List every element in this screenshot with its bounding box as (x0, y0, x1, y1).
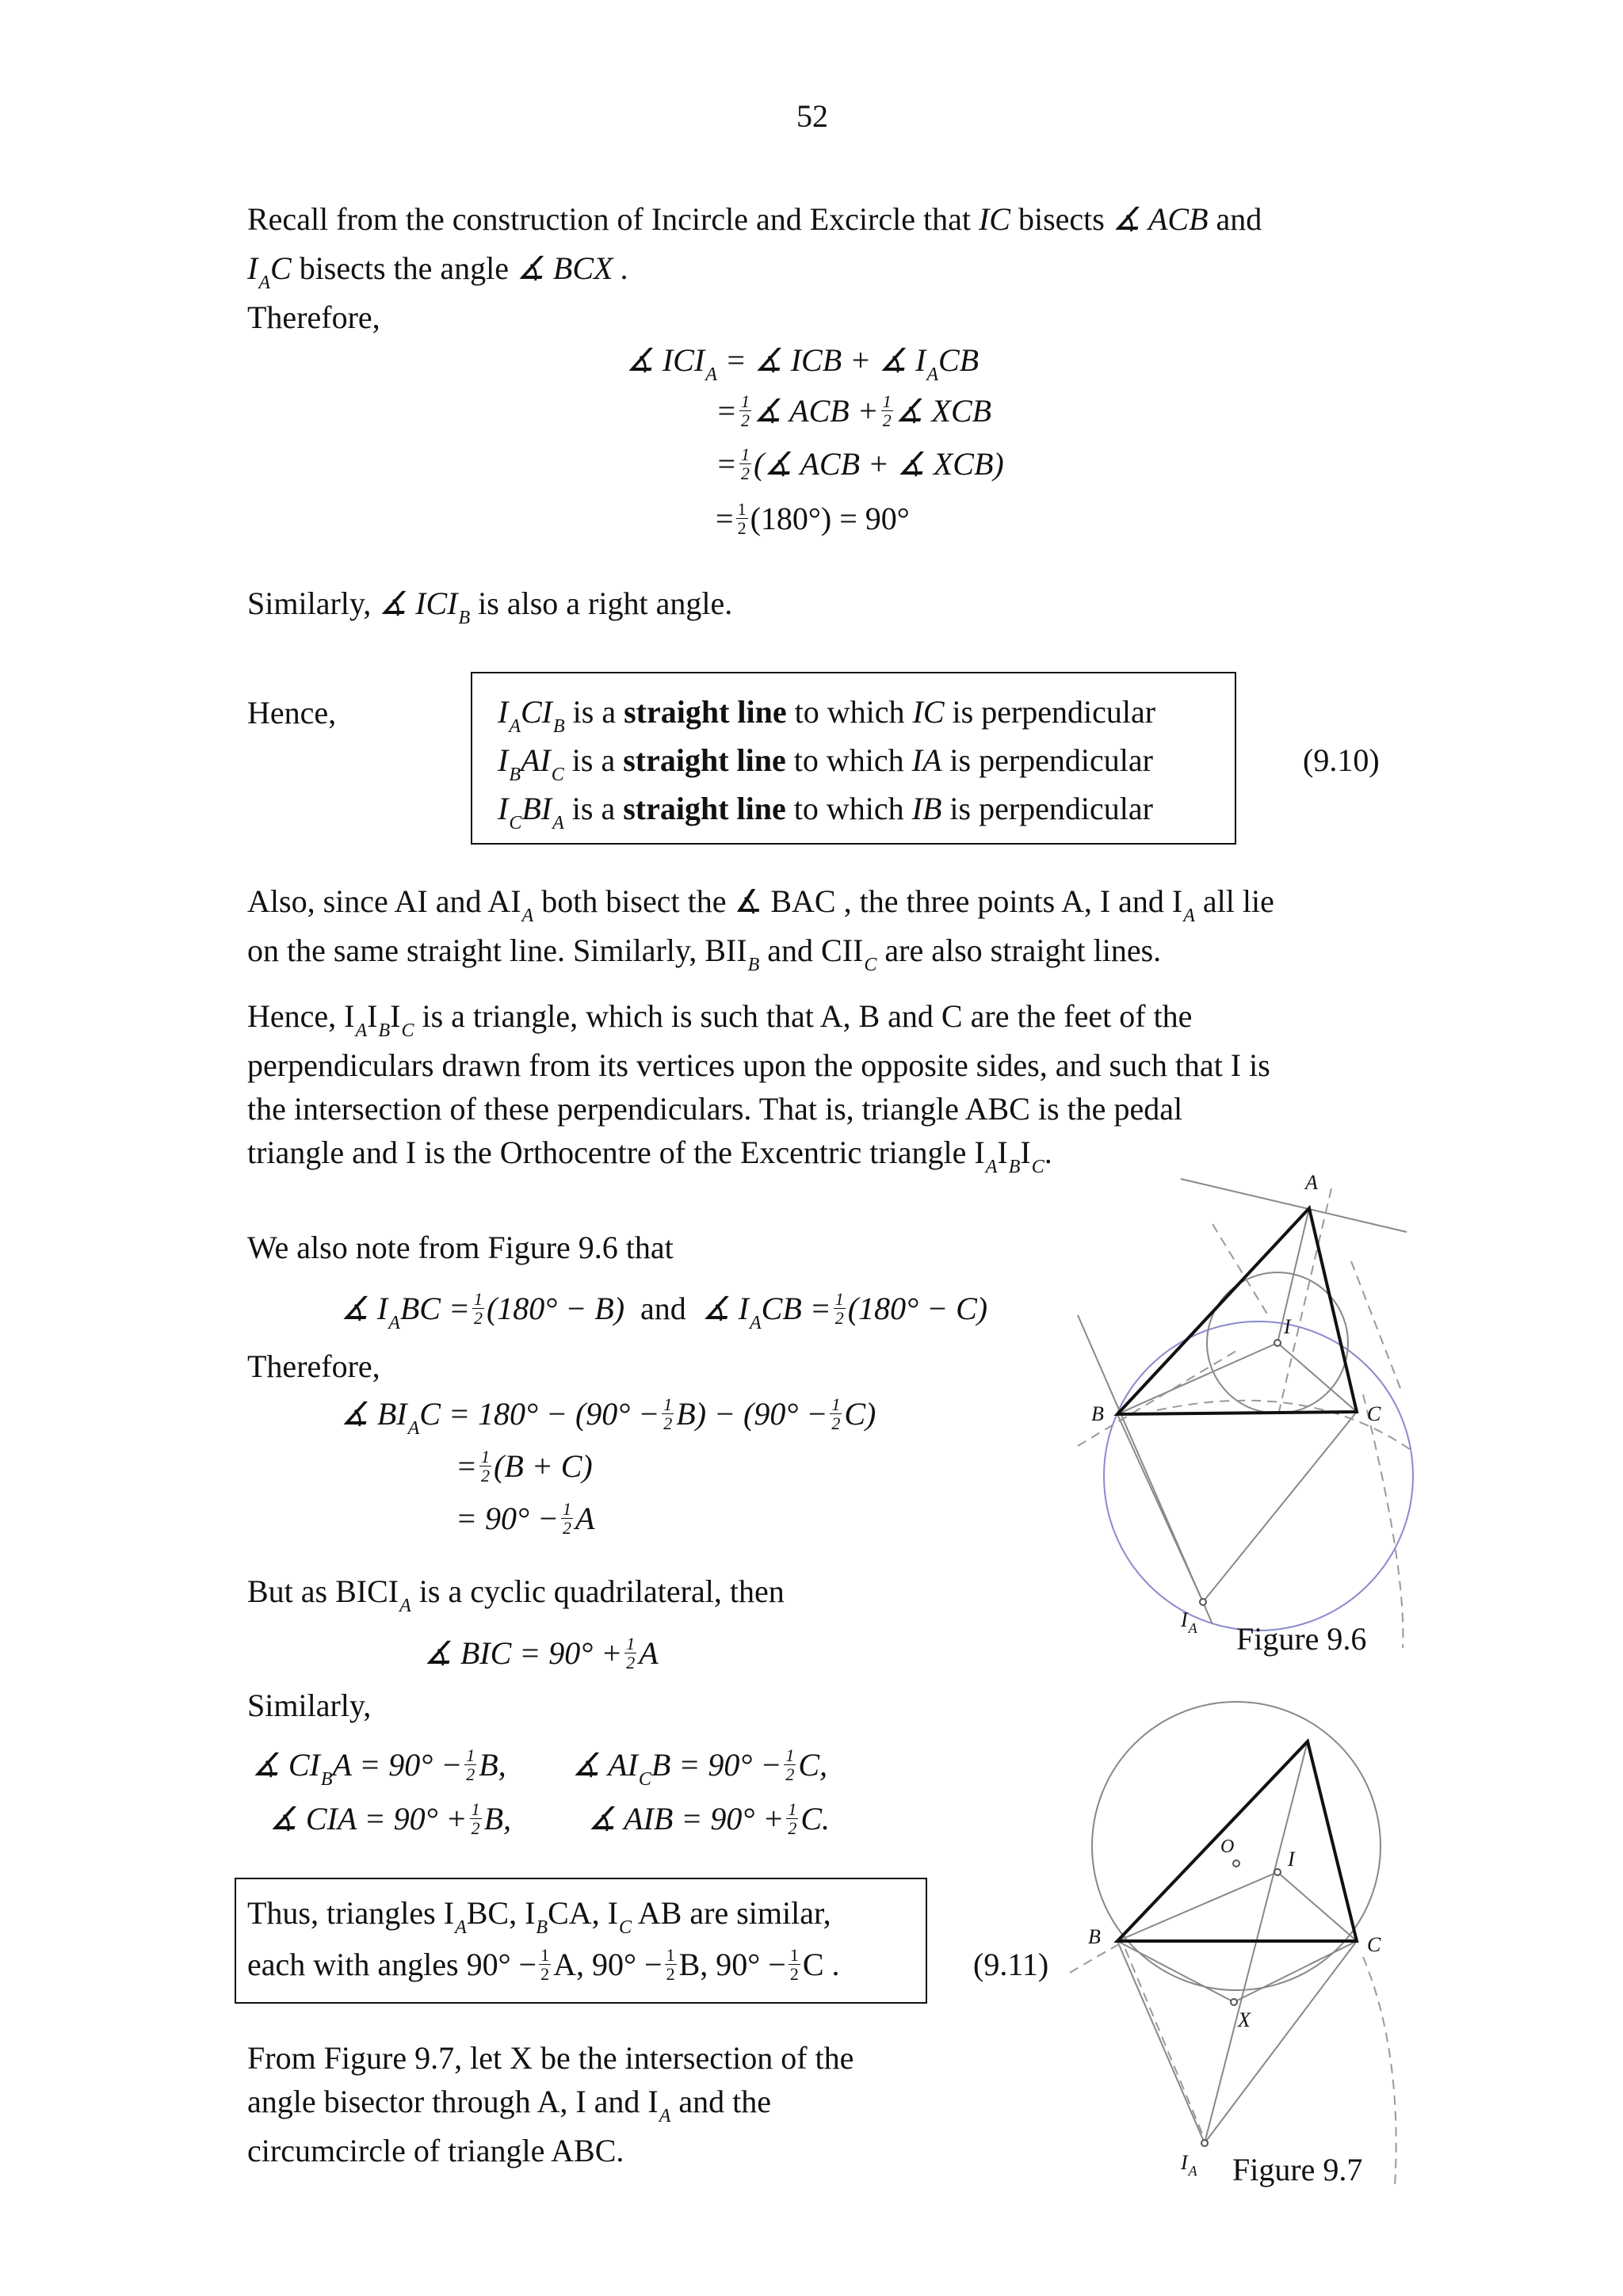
fig97-label-x: X (1238, 2008, 1251, 2031)
fig96-label-ia: $I_A$ (1181, 1608, 1197, 1636)
incircle (1207, 1272, 1348, 1413)
half-fraction: $\frac{1}{2}$ (741, 444, 750, 484)
bisector-a-ia (1205, 1741, 1308, 2143)
similarly1-c: is also a right angle. (478, 585, 733, 621)
dashed-line (1078, 1351, 1236, 1446)
eq1-line2 (716, 391, 991, 433)
fig96-label-i: I (1284, 1315, 1291, 1338)
line-b-i (1117, 1343, 1277, 1414)
para1-text-c: bisects the angle (299, 250, 510, 286)
para5-line1: From Figure 9.7, let X be the intersection of the (247, 2040, 854, 2076)
line-c-ia (1205, 1941, 1357, 2143)
para3-line4: triangle and I is the Orthocentre of the Excentric triangle $I_AI_BI_C$. (247, 1135, 1052, 1177)
eq1-line4 (716, 499, 910, 540)
para4-eqD: = 90° − $\frac{1}{2}$ A (456, 1499, 595, 1539)
half-fraction: $\frac{1}{2}$ (737, 499, 747, 539)
triangle-abc (1117, 1741, 1357, 1941)
sim-eq-r1a: ∡ $CI_BA = 90^\circ$ − $\frac{1}{2}$ B, (252, 1745, 506, 1790)
triangle-abc (1117, 1208, 1357, 1414)
eq-number-9-10: (9.10) (1303, 742, 1380, 778)
eq1-l2-xcb: ∡ XCB (895, 393, 992, 429)
para4-eqC: = $\frac{1}{2}$ (B + C) (456, 1447, 593, 1486)
para2-line2: on the same straight line. Similarly, $BII_B$ and $CII_C$ are also straight lines. (247, 933, 1162, 975)
fig97-label-i: I (1288, 1848, 1295, 1871)
point-ia (1200, 1599, 1206, 1605)
eq1-lhs: ∡ ICI (626, 342, 705, 378)
line-b-i (1117, 1872, 1277, 1941)
para1-text-a: Recall from the construction of Incircle and Excircle that (247, 201, 971, 237)
dashed-bisector (1277, 1188, 1331, 1418)
eq-number-9-11: (9.11) (973, 1947, 1049, 1982)
para1-ic: IC (978, 201, 1010, 237)
para4-but: But as $BICI_A$ is a cyclic quadrilateral, then (247, 1573, 785, 1616)
circumcircle (1092, 1702, 1381, 1990)
figure-9-6-caption: Figure 9.6 (1236, 1621, 1367, 1657)
para4-eqE: ∡ BIC = 90° + $\frac{1}{2}$ A (424, 1634, 659, 1673)
line-b-ia (1117, 1941, 1205, 2143)
line-c-x (1234, 1941, 1357, 2002)
para1-angle-acb: ∡ ACB (1112, 201, 1209, 237)
eq1-l1-sub: A (926, 364, 938, 385)
eq1-lhs-sub: A (705, 364, 717, 385)
thus-line1: Thus, triangles $I_ABC$, $I_BCA$, $I_C$ AB are similar, (247, 1895, 831, 1938)
para1-ia: I (247, 250, 258, 286)
hence-label: Hence, (247, 695, 337, 730)
hence-row-1: $I_ACI_B$ is a straight line to which IC is perpendicular (498, 694, 1156, 737)
para4-similarly: Similarly, (247, 1688, 372, 1723)
figure-9-7-caption: Figure 9.7 (1232, 2152, 1363, 2187)
para3-line3: the intersection of these perpendiculars. That is, triangle ABC is the pedal (247, 1091, 1183, 1127)
eq1-l2-acb: ∡ ACB + (754, 393, 879, 429)
hence-row-2: $I_BAI_C$ is a straight line to which IA is perpendicular (498, 742, 1153, 785)
dashed-arc (1363, 1394, 1403, 1648)
para1-text-b: bisects (1018, 201, 1105, 237)
para4-eqB: ∡ $BI_AC = 180^\circ - (90^\circ$ − $\frac{1}{2}$ B) − (90° − $\frac{1}{2}$ C) (341, 1394, 876, 1439)
fig97-label-c: C (1367, 1933, 1381, 1956)
para4-note: We also note from Figure 9.6 that (247, 1230, 674, 1265)
hence-row-3: $I_CBI_A$ is a straight line to which IB is perpendicular (498, 791, 1153, 833)
similarly1-sub: B (458, 608, 471, 628)
para1-angle-bcx: ∡ BCX . (517, 250, 629, 286)
point-o (1233, 1860, 1239, 1867)
sim-eq-r1b: ∡ $AI_CB = 90^\circ$ − $\frac{1}{2}$ C, (572, 1745, 828, 1790)
eq1-line1 (626, 341, 980, 385)
fig97-label-b: B (1088, 1925, 1101, 1948)
para1-therefore: Therefore, (247, 299, 380, 335)
para5-line3: circumcircle of triangle ABC. (247, 2133, 624, 2168)
para1-line2 (247, 249, 629, 293)
similarly1-a: Similarly, (247, 585, 372, 621)
fig96-label-c: C (1367, 1402, 1381, 1425)
side-extension (1078, 1315, 1212, 1624)
para2-line1: Also, since AI and $AI_A$ both bisect the ∡ BAC , the three points A, I and $I_A$ all lie (247, 883, 1274, 926)
sim-eq-r2b: ∡ AIB = 90° + $\frac{1}{2}$ C. (588, 1799, 830, 1839)
thus-line2: each with angles 90° − $\frac{1}{2}$ A, 90° − $\frac{1}{2}$ B, 90° − $\frac{1}{2}$ C . (247, 1945, 840, 1985)
point-ia (1201, 2140, 1208, 2146)
line-b-x (1117, 1941, 1234, 2002)
dashed-arc (1363, 1957, 1396, 2187)
para1-ia-tail: C (270, 250, 292, 286)
para4-eqA: ∡ $I_ABC$ = $\frac{1}{2}$ (180° − B) and ∡ $I_ACB$ = $\frac{1}{2}$ (180° − C) (341, 1289, 988, 1333)
page-number: 52 (796, 98, 828, 134)
eq1-l4-eq: = (716, 501, 734, 536)
line-c-i (1277, 1343, 1357, 1412)
fig96-label-b: B (1091, 1402, 1104, 1425)
fig97-label-o: O (1220, 1836, 1235, 1857)
para4-therefore: Therefore, (247, 1348, 380, 1384)
eq1-l3-body: (∡ ACB + ∡ XCB) (754, 446, 1004, 482)
para1-and: and (1216, 201, 1262, 237)
dashed-line (1351, 1261, 1403, 1394)
eq1-l1-tail: CB (938, 342, 980, 378)
half-fraction: $\frac{1}{2}$ (741, 391, 750, 431)
para5-line2: angle bisector through A, I and $I_A$ and the (247, 2084, 772, 2126)
eq1-l4-body: (180°) = 90° (750, 501, 910, 536)
similarly1-angle: ∡ ICI (379, 585, 458, 621)
dashed-line (1125, 1949, 1205, 2139)
eq1-l2-eq: = (716, 393, 737, 429)
eq1-l1: = ∡ ICB + ∡ I (724, 342, 926, 378)
para3-line1: Hence, $I_AI_BI_C$ is a triangle, which is such that A, B and C are the feet of the (247, 998, 1193, 1041)
line-c-ia (1203, 1412, 1357, 1602)
dashed-line (1212, 1224, 1268, 1315)
line-b-ia (1117, 1414, 1203, 1602)
sim-eq-r2a: ∡ CIA = 90° + $\frac{1}{2}$ B, (269, 1799, 511, 1839)
tangent-line (1181, 1179, 1407, 1232)
para3-line2: perpendiculars drawn from its vertices upon the opposite sides, and such that I is (247, 1047, 1270, 1083)
point-i (1274, 1869, 1281, 1875)
line-c-i (1277, 1872, 1357, 1941)
point-x (1231, 1999, 1237, 2005)
fig97-label-ia: $I_A$ (1181, 2151, 1197, 2179)
excircle (1104, 1322, 1413, 1636)
line-a-i (1277, 1208, 1309, 1343)
para1-line1 (247, 200, 1262, 239)
half-fraction: $\frac{1}{2}$ (882, 391, 892, 431)
eq1-line3 (716, 444, 1004, 486)
para1-ia-sub: A (258, 273, 270, 293)
point-i (1274, 1340, 1281, 1346)
similarly-right-angle (247, 584, 733, 628)
fig96-label-a: A (1305, 1171, 1318, 1194)
eq1-l3-eq: = (716, 446, 737, 482)
